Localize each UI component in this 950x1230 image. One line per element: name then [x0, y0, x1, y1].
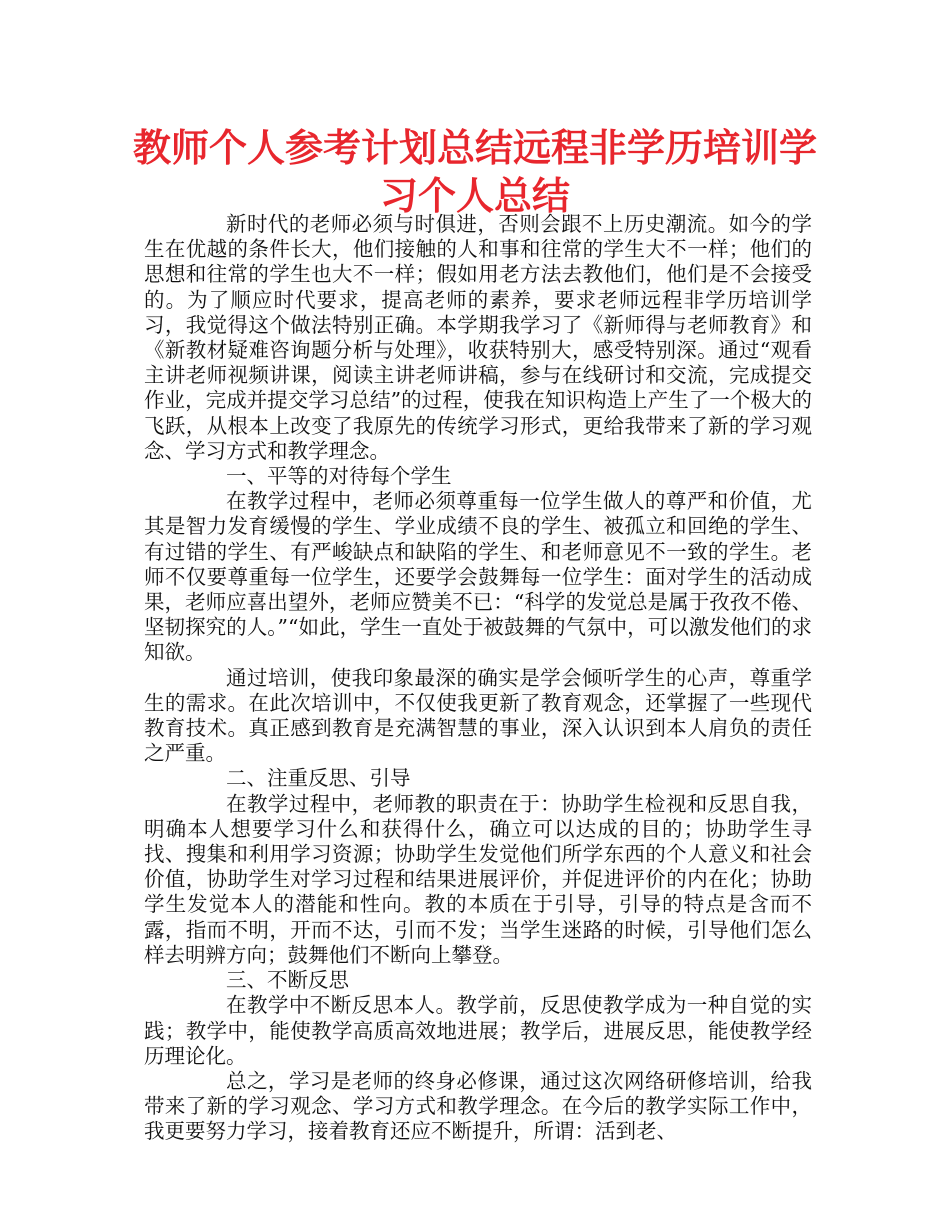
section-heading-2: 二、注重反思、引导 — [226, 766, 411, 791]
paragraph-conclusion: 总之，学习是老师的终身必修课，通过这次网络研修培训，给我带来了新的学习观念、学习方式和教学理念。在今后的教学实际工作中，我更要努力学习，接着教育还应不断提升，所谓：活到老、 — [144, 1068, 812, 1144]
paragraph-section-2: 在教学过程中，老师教的职责在于：协助学生检视和反思自我，明确本人想要学习什么和获得什么，确立可以达成的目的；协助学生寻找、搜集和利用学习资源；协助学生发觉他们所学东西的个人意义和社会价值，协助学生对学习过程和结果进展评价，并促进评价的内在化；协助学生发觉本人的潜能和性向。教的本质在于引导，引导的特点是含而不露，指而不明，开而不达，引而不发；当学生迷路的时候，引导他们怎么样去明辨方向；鼓舞他们不断向上攀登。 — [144, 791, 812, 967]
section-heading-3: 三、不断反思 — [226, 968, 349, 993]
page-title: 教师个人参考计划总结远程非学历培训学习个人总结 — [132, 126, 817, 218]
paragraph-section-1: 在教学过程中，老师必须尊重每一位学生做人的尊严和价值，尤其是智力发育缓慢的学生、学业成绩不良的学生、被孤立和回绝的学生、有过错的学生、有严峻缺点和缺陷的学生、和老师意见不一致的学生。老师不仅要尊重每一位学生，还要学会鼓舞每一位学生：面对学生的活动成果，老师应喜出望外，老师应赞美不已：“科学的发觉总是属于孜孜不倦、坚韧探究的人。”“如此，学生一直处于被鼓舞的气氛中，可以激发他们的求知欲。 — [144, 489, 812, 665]
document-body — [144, 212, 812, 1145]
paragraph-training: 通过培训，使我印象最深的确实是学会倾听学生的心声，尊重学生的需求。在此次培训中，不仅使我更新了教育观念，还掌握了一些现代教育技术。真正感到教育是充满智慧的事业，深入认识到本人肩负的责任之严重。 — [144, 665, 812, 766]
paragraph-intro: 新时代的老师必须与时俱进，否则会跟不上历史潮流。如今的学生在优越的条件长大，他们接触的人和事和往常的学生大不一样；他们的思想和往常的学生也大不一样；假如用老方法去教他们，他们是不会接受的。为了顺应时代要求，提高老师的素养，要求老师远程非学历培训学习，我觉得这个做法特别正确。本学期我学习了《新师得与老师教育》和《新教材疑难咨询题分析与处理》，收获特别大，感受特别深。通过“观看主讲老师视频讲课，阅读主讲老师讲稿，参与在线研讨和交流，完成提交作业，完成并提交学习总结”的过程，使我在知识构造上产生了一个极大的飞跃，从根本上改变了我原先的传统学习形式，更给我带来了新的学习观念、学习方式和教学理念。 — [144, 212, 812, 463]
paragraph-section-3: 在教学中不断反思本人。教学前，反思使教学成为一种自觉的实践；教学中，能使教学高质高效地进展；教学后，进展反思，能使教学经历理论化。 — [144, 993, 812, 1068]
section-heading-1: 一、平等的对待每个学生 — [226, 464, 452, 489]
